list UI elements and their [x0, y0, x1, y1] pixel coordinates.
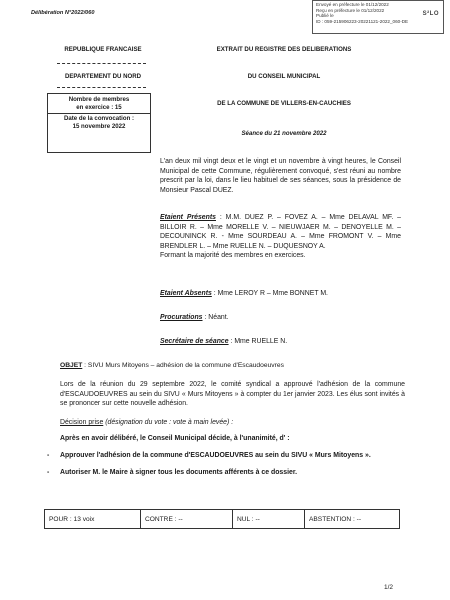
deliberation-number: Délibération N°2022/060	[31, 10, 95, 16]
vote-for: POUR : 13 voix	[45, 510, 141, 528]
stamp-logo-icon: S²LO	[422, 11, 439, 17]
proxy-label: Procurations	[160, 314, 203, 321]
council-title: DU CONSEIL MUNICIPAL	[247, 73, 321, 80]
decision-item	[47, 451, 415, 461]
decision-item	[47, 468, 415, 478]
after-text: Après en avoir délibéré, le Conseil Municipal décide, à l'unanimité, d' :	[60, 435, 290, 442]
stamp-line: ID : 059-215906223-20221121-2022_060-DE	[316, 19, 409, 25]
session-date: Séance du 21 novembre 2022	[241, 130, 327, 137]
convocation-value: 15 novembre 2022	[72, 123, 126, 130]
decision-item-text: Approuver l'adhésion de la commune d'ESCAUDOEUVRES au sein du SIVU « Murs Mitoyens ».	[60, 452, 371, 459]
vote-table	[44, 509, 400, 529]
decision-item-text: Autoriser M. le Maire à signer tous les documents afférents à ce dossier.	[60, 469, 298, 476]
present-list: : M.M. DUEZ P. – FOVEZ A. – Mme DELAVAL MF. – BILLOIR R. – Mme MORELLE V. – NIEUWJAER M. – DENOYELLE M. – DECOUNINCK R. - Mme SOURDEAU A. – Mme FROMONT V. – Mme BRENDLER L. – Mme RUELLE N. – DUQUESNOY A.	[160, 214, 402, 250]
secretary-block	[160, 337, 401, 347]
members-label: Nombre de membres	[68, 96, 130, 103]
absent-list: : Mme LEROY R – Mme BONNET M.	[211, 290, 328, 297]
subject-line	[60, 362, 410, 369]
convocation-label: Date de la convocation :	[63, 115, 135, 122]
members-value: en exercice : 15	[76, 104, 122, 111]
page-number: 1/2	[384, 584, 394, 591]
decision-note: (désignation du vote : vote à main levée) :	[103, 419, 234, 426]
vote-against: CONTRE : --	[141, 510, 233, 528]
reception-stamp	[312, 0, 444, 34]
proxy-block	[160, 313, 401, 323]
vote-null: NUL : --	[233, 510, 305, 528]
republic-label: REPUBLIQUE FRANCAISE	[64, 46, 142, 53]
stamp-line: Envoyé en préfecture le 01/12/2022	[316, 2, 389, 7]
preamble: L'an deux mil vingt deux et le vingt et un novembre à vingt heures, le Conseil Municipal de cette Commune, régulièrement convoqué, s'est réuni au nombre prescrit par la loi, dans le lieu habituel de ses séances, sous la présidence de Monsieur Pascal DUEZ.	[160, 158, 401, 194]
absent-block	[160, 289, 401, 299]
divider	[48, 113, 150, 114]
register-title: EXTRAIT DU REGISTRE DES DELIBERATIONS	[216, 46, 352, 53]
meeting-text: Lors de la réunion du 29 septembre 2022, le comité syndical a approuvé l'adhésion de la commune d'ESCAUDOEUVRES au sein du SIVU « Murs Mitoyens » à compter du 1er janvier 2023. Les élus sont invités à se prononcer sur cette nouvelle adhésion.	[60, 381, 405, 408]
bullet-icon: -	[47, 452, 50, 459]
bullet-icon: -	[47, 469, 50, 476]
present-label: Etaient Présents	[160, 214, 216, 221]
department-label: DEPARTEMENT DU NORD	[64, 73, 142, 80]
decision-label: Décision prise	[60, 419, 104, 426]
secretary-label: Secrétaire de séance	[160, 338, 229, 345]
present-block	[160, 213, 401, 261]
subject-label: OBJET	[60, 362, 83, 369]
decision-title	[60, 418, 360, 428]
absent-label: Etaient Absents	[160, 290, 212, 297]
majority-text: Formant la majorité des membres en exercices.	[160, 252, 306, 260]
commune-title: DE LA COMMUNE DE VILLERS-EN-CAUCHIES	[217, 100, 351, 107]
divider	[57, 87, 146, 88]
subject-text: : SIVU Murs Mitoyens – adhésion de la commune d'Escaudoeuvres	[82, 362, 284, 369]
stamp-line: Publié le	[316, 13, 334, 19]
members-box	[47, 93, 151, 153]
proxy-text: : Néant.	[202, 314, 229, 321]
secretary-text: : Mme RUELLE N.	[228, 338, 288, 345]
stamp-line: Reçu en préfecture le 01/12/2022	[316, 7, 385, 13]
divider	[57, 63, 146, 64]
vote-abstention: ABSTENTION : --	[309, 515, 362, 523]
